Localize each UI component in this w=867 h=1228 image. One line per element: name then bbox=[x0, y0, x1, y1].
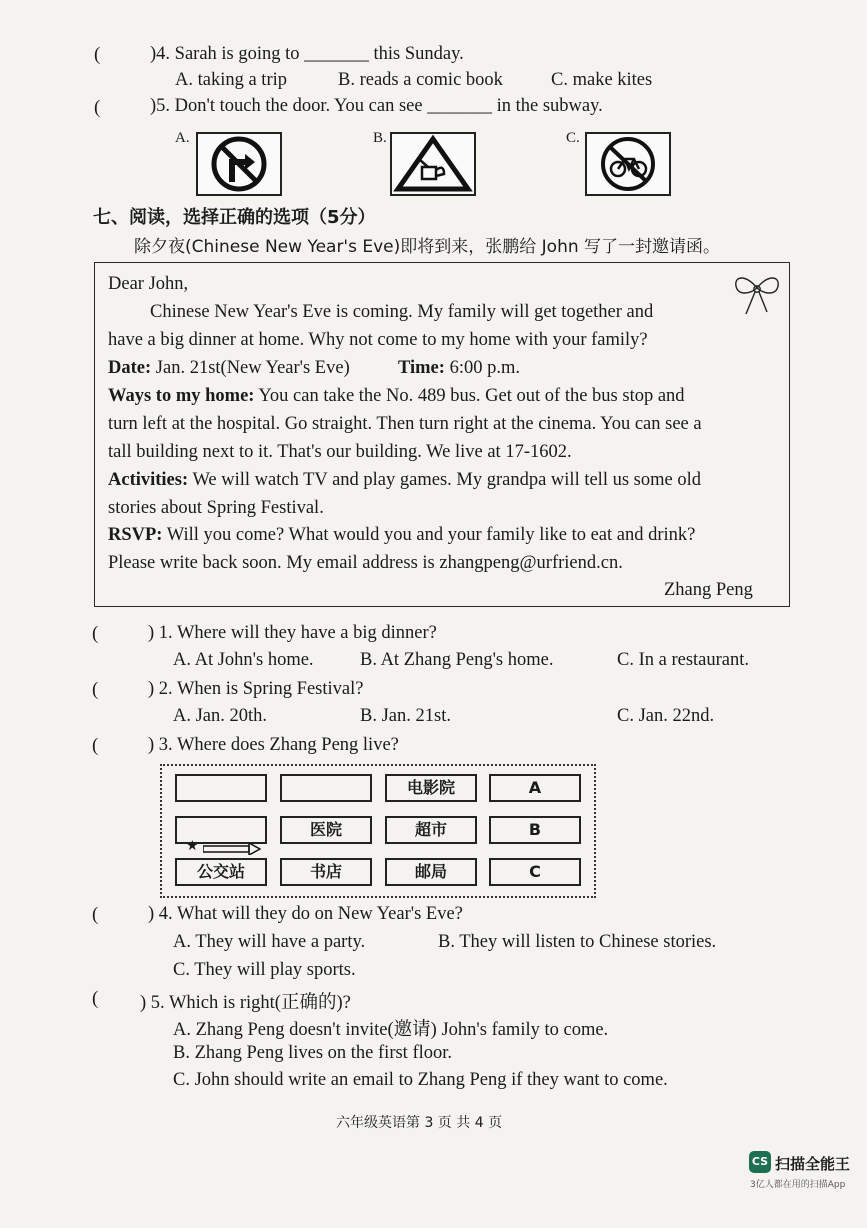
page-footer: 六年级英语第 3 页 共 4 页 bbox=[336, 1115, 503, 1131]
time-value: 6:00 p.m. bbox=[449, 358, 520, 378]
caution-hand-warning-sign-icon bbox=[390, 132, 476, 196]
question-stem: ) 4. What will they do on New Year's Eve? bbox=[148, 904, 463, 924]
map-option-b: B bbox=[489, 816, 581, 844]
ways-label: Ways to my home: bbox=[108, 386, 255, 406]
option-c: C. John should write an email to Zhang Peng if they want to come. bbox=[173, 1070, 668, 1090]
scanner-brand: 扫描全能王 bbox=[775, 1155, 851, 1173]
answer-paren: ( bbox=[92, 904, 99, 925]
option-a-label: A. bbox=[175, 130, 190, 146]
option-a: A. Jan. 20th. bbox=[173, 706, 268, 726]
letter-greeting: Dear John, bbox=[108, 274, 189, 294]
letter-line: Will you come? What would you and your family like to eat and drink? bbox=[166, 525, 696, 545]
no-right-turn-sign-icon bbox=[196, 132, 282, 196]
letter-line: Chinese New Year's Eve is coming. My family will get together and bbox=[150, 302, 654, 322]
option-b: B. reads a comic book bbox=[338, 70, 503, 90]
option-b: B. Jan. 21st. bbox=[360, 706, 451, 726]
letter-line: You can take the No. 489 bus. Get out of the bus stop and bbox=[258, 386, 685, 406]
option-a: A. They will have a party. bbox=[173, 932, 366, 952]
date-value: Jan. 21st(New Year's Eve) bbox=[155, 358, 350, 378]
map-bus-stop: 公交站 bbox=[175, 858, 267, 886]
option-a: A. At John's home. bbox=[173, 650, 314, 670]
answer-paren: ( bbox=[94, 44, 101, 65]
date-label: Date: bbox=[108, 358, 152, 378]
question-stem: ) 2. When is Spring Festival? bbox=[148, 679, 364, 699]
section-title: 七、阅读，选择正确的选项（5分） bbox=[93, 207, 376, 228]
letter-line: turn left at the hospital. Go straight. Then turn right at the cinema. You can see a bbox=[108, 414, 702, 434]
letter-line: tall building next to it. That's our building. We live at 17-1602. bbox=[108, 442, 572, 462]
option-b: B. Zhang Peng lives on the first floor. bbox=[173, 1043, 453, 1063]
no-bicycles-sign-icon bbox=[585, 132, 671, 196]
option-c: C. In a restaurant. bbox=[617, 650, 750, 670]
letter-line: Please write back soon. My email address is zhangpeng@urfriend.cn. bbox=[108, 553, 623, 573]
map-post-office: 邮局 bbox=[385, 858, 477, 886]
map-supermarket: 超市 bbox=[385, 816, 477, 844]
scanner-tagline: 3亿人都在用的扫描App bbox=[750, 1180, 846, 1190]
section-intro: 除夕夜(Chinese New Year's Eve)即将到来，张鹏给 John 写了一封邀请函。 bbox=[134, 237, 721, 257]
answer-paren: ( bbox=[92, 623, 99, 644]
letter-line: stories about Spring Festival. bbox=[108, 498, 324, 518]
question-stem: ) 3. Where does Zhang Peng live? bbox=[148, 735, 399, 755]
map-block-empty bbox=[280, 774, 372, 802]
answer-paren: ( bbox=[92, 988, 99, 1009]
letter-signature: Zhang Peng bbox=[664, 580, 753, 600]
time-label: Time: bbox=[398, 358, 445, 378]
map-bookstore: 书店 bbox=[280, 858, 372, 886]
letter-line: We will watch TV and play games. My grandpa will tell us some old bbox=[192, 470, 701, 490]
letter-line: have a big dinner at home. Why not come to my home with your family? bbox=[108, 330, 648, 350]
question-stem: )4. Sarah is going to _______ this Sunday. bbox=[150, 44, 464, 64]
map-option-c: C bbox=[489, 858, 581, 886]
map-block-empty bbox=[175, 774, 267, 802]
option-b: B. At Zhang Peng's home. bbox=[360, 650, 554, 670]
scanner-logo-icon: CS bbox=[749, 1151, 771, 1173]
question-stem: )5. Don't touch the door. You can see _______ in the subway. bbox=[150, 96, 603, 116]
option-c: C. Jan. 22nd. bbox=[617, 706, 715, 726]
map-hospital: 医院 bbox=[280, 816, 372, 844]
answer-paren: ( bbox=[94, 97, 101, 118]
option-c: C. They will play sports. bbox=[173, 960, 356, 980]
question-stem: ) 5. Which is right(正确的)? bbox=[140, 993, 351, 1013]
option-b: B. They will listen to Chinese stories. bbox=[438, 932, 717, 952]
start-star-icon: ★ bbox=[186, 838, 199, 854]
question-stem: ) 1. Where will they have a big dinner? bbox=[148, 623, 437, 643]
map-option-a: A bbox=[489, 774, 581, 802]
option-b-label: B. bbox=[373, 130, 387, 146]
option-a: A. Zhang Peng doesn't invite(邀请) John's family to come. bbox=[173, 1020, 609, 1040]
bow-icon bbox=[730, 268, 784, 325]
rsvp-label: RSVP: bbox=[108, 525, 163, 545]
activities-label: Activities: bbox=[108, 470, 189, 490]
answer-paren: ( bbox=[92, 679, 99, 700]
option-c: C. make kites bbox=[551, 70, 653, 90]
answer-paren: ( bbox=[92, 735, 99, 756]
option-a: A. taking a trip bbox=[175, 70, 288, 90]
option-c-label: C. bbox=[566, 130, 580, 146]
map-cinema: 电影院 bbox=[385, 774, 477, 802]
